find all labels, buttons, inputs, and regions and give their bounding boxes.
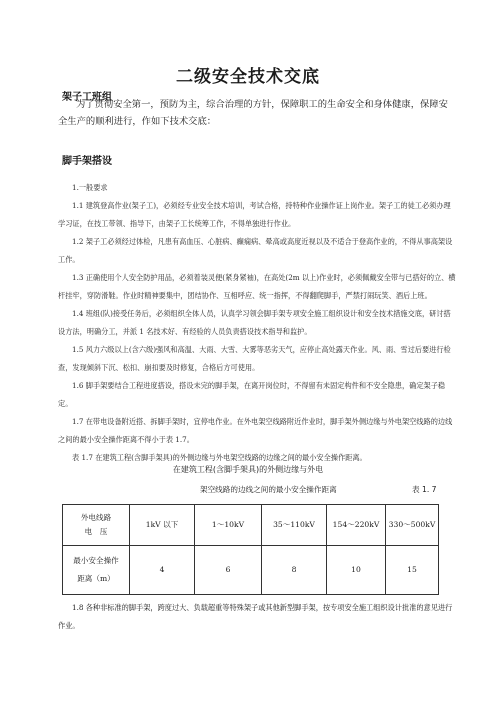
table-cell: 1～10kV (195, 505, 262, 546)
table-cell: 6 (195, 546, 262, 595)
team-heading: 架子工班组 (62, 92, 112, 103)
item-1-5: 1.5 风力六级以上(含六级)强风和高温、大雨、大雪、大雾等恶劣天气，应停止高处露天作业。风、雨、雪过后要进行检查，发现倾斜下沉、松扣、崩扣要及时修复，合格后方可使用。 (58, 345, 451, 372)
table-cell: 8 (262, 546, 327, 595)
table-caption-line-2: 架空线路的边线之间的最小安全操作距离 (200, 485, 337, 494)
table-cell: 35～110kV (262, 505, 327, 546)
table-cell: 154～220kV (327, 505, 386, 546)
table-intro: 表 1.7 在建筑工程(含脚手架具)的外侧边缘与外电架空线路的边缘之间的最小安全操作距离。 (72, 453, 367, 462)
voltage-header-cell: 外电线路 电 压 (63, 505, 130, 546)
item-1-6: 1.6 脚手架要结合工程进度搭设，搭设未完的脚手架，在离开岗位时，不得留有未固定构件和不安全隐患，确定架子稳定。 (58, 381, 446, 408)
item-1-8-block (58, 599, 456, 635)
item-1-3: 1.3 正确使用个人安全防护用品，必须着装灵便(紧身紧袖)，在高处(2m 以上)作业时，必须佩戴安全带与已搭好的立、横杆挂牢，穿防滑鞋。作业时精神要集中，团结协作、互相呼应、统一指挥，不得翻爬脚手，严禁打闹玩笑、酒后上班。 (58, 273, 456, 300)
table-cell: 10 (327, 546, 386, 595)
table-cell: 330～500kV (386, 505, 439, 546)
general-heading: 1.一般要求 (72, 183, 108, 192)
document-title: 二级安全技术交底 (176, 67, 320, 87)
safety-distance-table (62, 504, 439, 595)
table-cell: 4 (130, 546, 195, 595)
item-1-4: 1.4 班组(队)接受任务后，必须组织全体人员，认真学习领会脚手架专项安全施工组织设计和安全技术措施交底，研讨搭设方法，明确分工，并派 1 名技术好、有经验的人员负责搭设技术指导和监护。 (58, 309, 451, 336)
item-1-1: 1.1 建筑登高作业(架子工)，必须经专业安全技术培训，考试合格，持特种作业操作证上岗作业。架子工的徒工必须办理学习证，在技工带领、指导下，由架子工长统筹工作，不得单独进行作业。 (58, 201, 451, 228)
table-cell: 1kV 以下 (130, 505, 195, 546)
table-row (63, 505, 439, 546)
item-1-7: 1.7 在带电设备附近搭、拆脚手架时，宜停电作业。在外电架空线路附近作业时，脚手架外侧边缘与外电架空线路的边线之间的最小安全操作距离不得小于表 1.7。 (58, 417, 453, 444)
table-caption-line-1: 在建筑工程(含脚手架具)的外侧边缘与外电 (172, 465, 324, 474)
requirements-block (58, 179, 456, 467)
distance-header-cell: 最小安全操作 距离（m） (63, 546, 130, 595)
table-cell: 15 (386, 546, 439, 595)
table-row (63, 546, 439, 595)
item-1-2: 1.2 架子工必须经过体检，凡患有高血压、心脏病、癫痫病、晕高或高度近视以及不适合于登高作业的，不得从事高架设工作。 (58, 237, 453, 264)
item-1-8: 1.8 各种非标准的脚手架，跨度过大、负载超重等特殊架子或其他新型脚手架，按专项安全施工组织设计批准的意见进行作业。 (58, 603, 453, 630)
section-heading: 脚手架搭设 (62, 156, 112, 167)
table-number: 表 1. 7 (412, 485, 437, 494)
intro-paragraph: 为了贯彻安全第一，预防为主，综合治理的方针，保障职工的生命安全和身体健康，保障安全生产的顺利进行，作如下技术交底： (58, 99, 448, 127)
